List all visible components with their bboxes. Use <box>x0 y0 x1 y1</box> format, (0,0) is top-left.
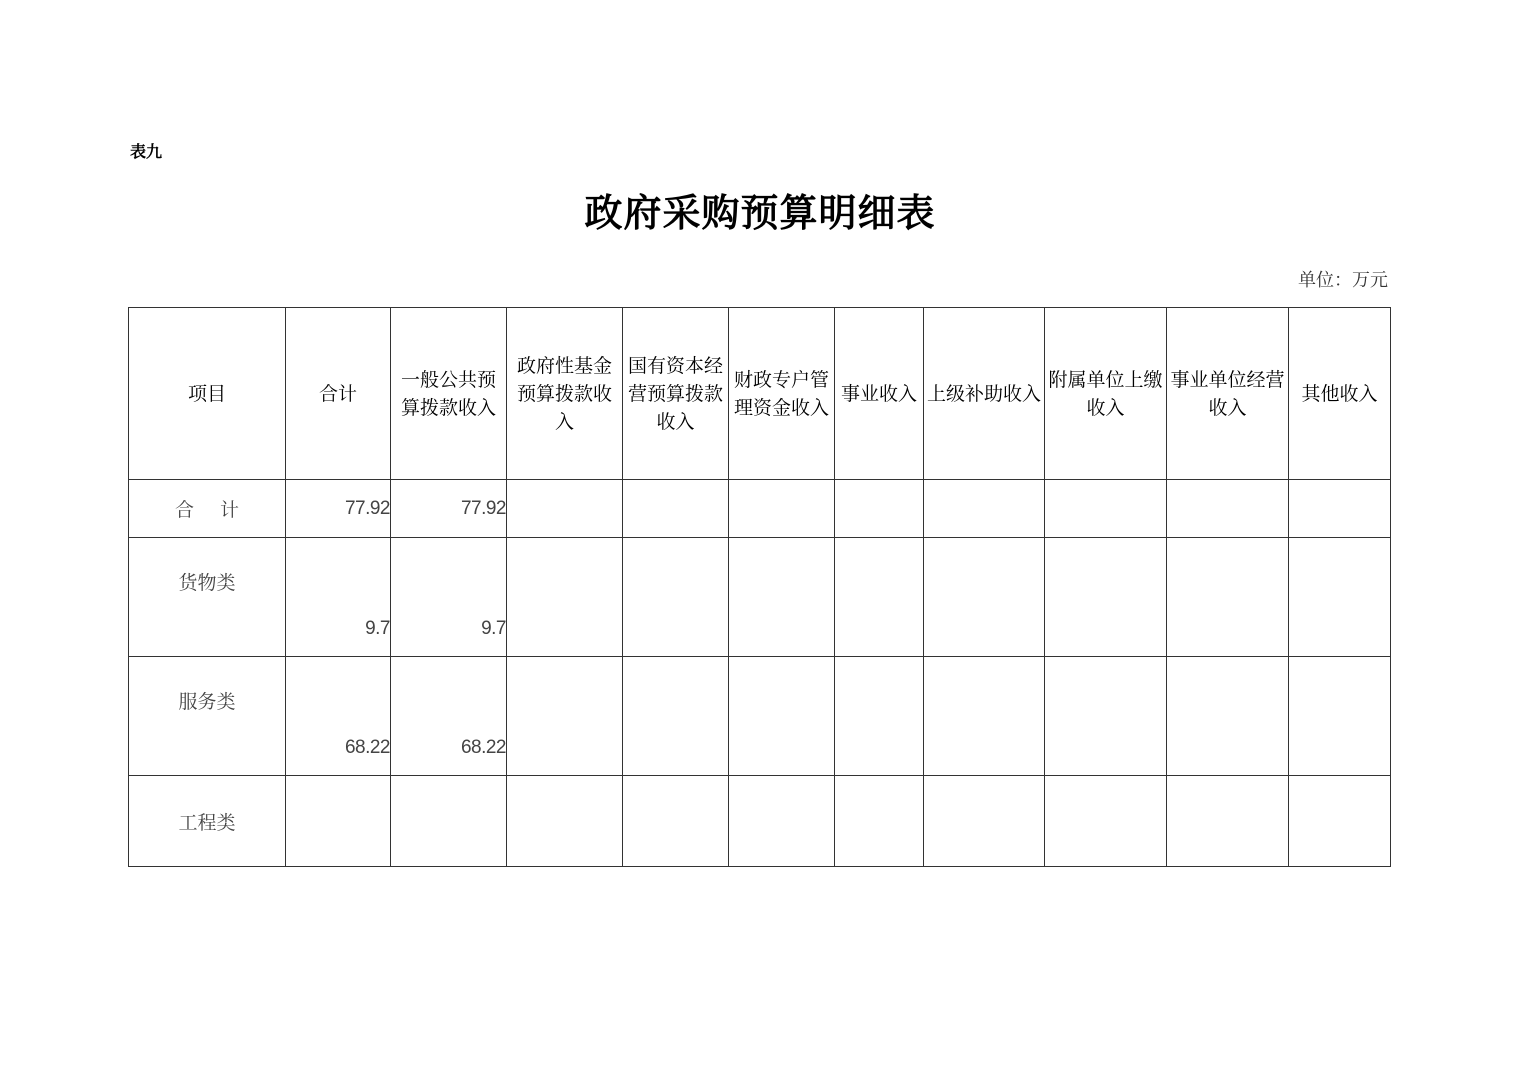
cell <box>835 538 924 657</box>
table-row <box>129 776 1391 867</box>
header-gov-fund: 政府性基金预算拨款收入 <box>507 308 623 480</box>
header-total: 合计 <box>286 308 391 480</box>
header-operating-income: 事业单位经营收入 <box>1167 308 1289 480</box>
header-superior-subsidy: 上级补助收入 <box>924 308 1045 480</box>
cell-total: 9.7 <box>286 538 391 657</box>
header-business-income: 事业收入 <box>835 308 924 480</box>
row-label: 服务类 <box>129 657 286 776</box>
header-subsidiary-remit: 附属单位上缴收入 <box>1045 308 1167 480</box>
cell <box>623 657 729 776</box>
cell-total: 77.92 <box>286 480 391 538</box>
header-general-budget: 一般公共预算拨款收入 <box>391 308 507 480</box>
cell <box>507 480 623 538</box>
cell <box>924 538 1045 657</box>
document-title: 政府采购预算明细表 <box>584 190 936 235</box>
cell <box>835 480 924 538</box>
header-state-capital: 国有资本经营预算拨款收入 <box>623 308 729 480</box>
table-number: 表九 <box>130 142 163 161</box>
cell <box>1045 657 1167 776</box>
cell <box>1045 538 1167 657</box>
cell <box>1289 480 1391 538</box>
cell <box>1045 776 1167 867</box>
cell <box>835 657 924 776</box>
table-row <box>129 657 1391 776</box>
cell <box>924 657 1045 776</box>
budget-table <box>128 307 1391 867</box>
cell <box>1167 657 1289 776</box>
cell <box>1167 776 1289 867</box>
cell <box>623 480 729 538</box>
cell <box>1289 538 1391 657</box>
row-label: 工程类 <box>129 776 286 867</box>
cell-general-budget <box>391 776 507 867</box>
cell <box>507 657 623 776</box>
cell <box>1289 657 1391 776</box>
header-item: 项目 <box>129 308 286 480</box>
unit-label: 单位：万元 <box>1298 270 1388 291</box>
row-label: 合计 <box>129 480 286 538</box>
cell <box>1289 776 1391 867</box>
cell <box>1167 480 1289 538</box>
cell-general-budget: 9.7 <box>391 538 507 657</box>
row-label: 货物类 <box>129 538 286 657</box>
cell <box>729 776 835 867</box>
header-special-account: 财政专户管理资金收入 <box>729 308 835 480</box>
cell <box>1045 480 1167 538</box>
table-row <box>129 538 1391 657</box>
cell-general-budget: 68.22 <box>391 657 507 776</box>
cell <box>1167 538 1289 657</box>
cell <box>729 538 835 657</box>
cell <box>623 538 729 657</box>
cell <box>507 538 623 657</box>
cell <box>835 776 924 867</box>
header-other-income: 其他收入 <box>1289 308 1391 480</box>
header-row <box>129 308 1391 480</box>
cell <box>729 480 835 538</box>
cell-total: 68.22 <box>286 657 391 776</box>
cell-total <box>286 776 391 867</box>
cell <box>507 776 623 867</box>
cell <box>924 480 1045 538</box>
table-row <box>129 480 1391 538</box>
cell-general-budget: 77.92 <box>391 480 507 538</box>
cell <box>729 657 835 776</box>
cell <box>623 776 729 867</box>
cell <box>924 776 1045 867</box>
